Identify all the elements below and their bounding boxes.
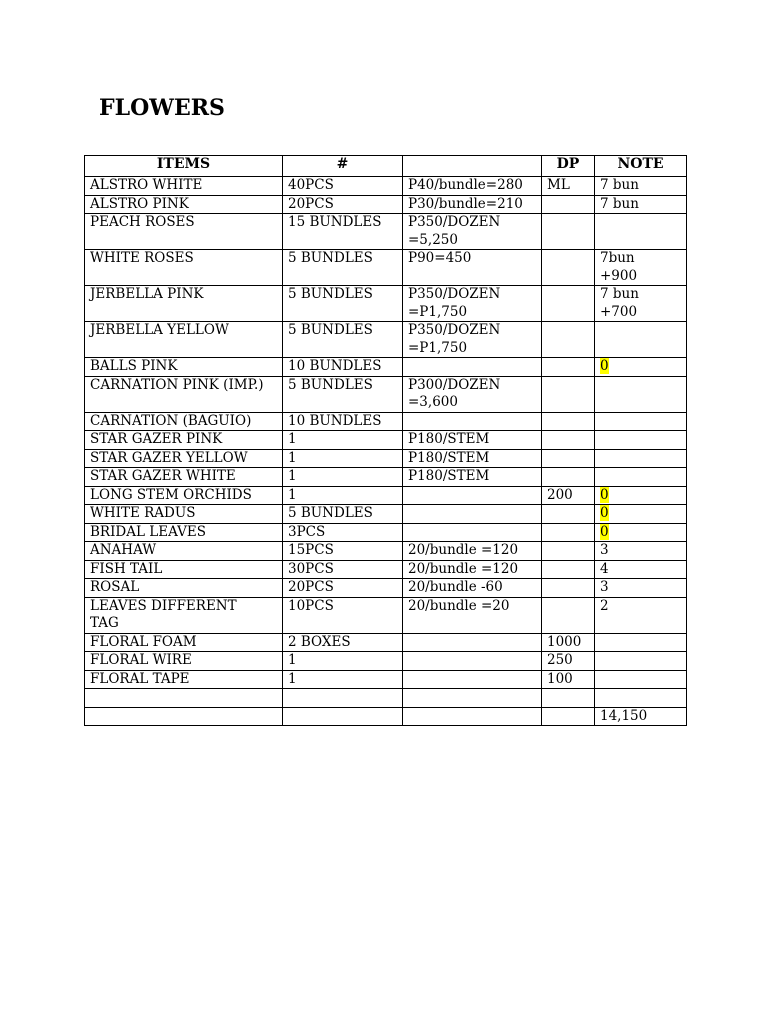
cell-dp xyxy=(542,652,595,671)
cell-quantity xyxy=(283,633,403,652)
cell-item xyxy=(85,431,283,450)
table-row xyxy=(85,523,687,542)
cell-quantity xyxy=(283,597,403,633)
cell-dp xyxy=(542,597,595,633)
cell-note xyxy=(595,431,687,450)
cell-quantity-text: 1 xyxy=(288,486,297,503)
cell-dp xyxy=(542,449,595,468)
cell-price-text: P40/bundle=280 xyxy=(408,177,523,193)
cell-price xyxy=(403,579,542,598)
cell-price xyxy=(403,214,542,250)
cell-quantity-text: 5 BUNDLES xyxy=(288,250,373,266)
cell-note xyxy=(595,689,687,708)
table-body xyxy=(85,177,687,726)
cell-quantity xyxy=(283,431,403,450)
cell-item xyxy=(85,412,283,431)
cell-dp xyxy=(542,195,595,214)
cell-quantity-text: 20PCS xyxy=(288,579,334,595)
cell-item xyxy=(85,177,283,196)
cell-note-text: 14,150 xyxy=(600,707,648,724)
table-row xyxy=(85,652,687,671)
cell-price xyxy=(403,468,542,487)
cell-quantity-text: 5 BUNDLES xyxy=(288,376,373,393)
cell-quantity xyxy=(283,412,403,431)
header-note: NOTE xyxy=(595,156,687,177)
cell-dp xyxy=(542,412,595,431)
cell-item xyxy=(85,560,283,579)
cell-note xyxy=(595,358,687,377)
table-row xyxy=(85,431,687,450)
cell-note xyxy=(595,560,687,579)
table-row xyxy=(85,412,687,431)
flowers-table xyxy=(84,155,687,726)
cell-quantity-text: 2 BOXES xyxy=(288,633,351,650)
cell-price xyxy=(403,542,542,561)
cell-item-text: ALSTRO WHITE xyxy=(90,177,203,193)
cell-note-text: 0 xyxy=(600,505,609,521)
cell-quantity-text: 5 BUNDLES xyxy=(288,286,373,302)
table-row xyxy=(85,579,687,598)
cell-dp-text: 200 xyxy=(547,486,573,503)
cell-price-text: P180/STEM xyxy=(408,449,490,466)
cell-item xyxy=(85,322,283,358)
cell-quantity xyxy=(283,523,403,542)
cell-dp xyxy=(542,689,595,708)
cell-quantity xyxy=(283,250,403,286)
table-row xyxy=(85,449,687,468)
cell-item-text: CARNATION (BAGUIO) xyxy=(90,412,252,429)
cell-item xyxy=(85,376,283,412)
cell-note-text: 0 xyxy=(600,523,609,540)
header-dp: DP xyxy=(542,156,595,177)
table-row xyxy=(85,486,687,505)
cell-item xyxy=(85,214,283,250)
cell-dp xyxy=(542,560,595,579)
cell-quantity-text: 1 xyxy=(288,468,297,484)
cell-price xyxy=(403,689,542,708)
cell-price xyxy=(403,505,542,524)
cell-quantity xyxy=(283,505,403,524)
cell-item xyxy=(85,689,283,708)
cell-note xyxy=(595,579,687,598)
cell-quantity-text: 15 BUNDLES xyxy=(288,214,382,230)
cell-quantity xyxy=(283,195,403,214)
table-row xyxy=(85,505,687,524)
cell-item-text: FISH TAIL xyxy=(90,560,163,577)
cell-note xyxy=(595,486,687,505)
cell-quantity xyxy=(283,449,403,468)
cell-quantity-text: 40PCS xyxy=(288,177,334,193)
cell-note xyxy=(595,468,687,487)
cell-quantity xyxy=(283,689,403,708)
cell-price xyxy=(403,431,542,450)
cell-dp xyxy=(542,322,595,358)
cell-dp xyxy=(542,542,595,561)
cell-quantity xyxy=(283,286,403,322)
cell-item xyxy=(85,523,283,542)
cell-quantity-text: 10PCS xyxy=(288,597,334,614)
cell-item-text: STAR GAZER YELLOW xyxy=(90,449,248,466)
cell-price xyxy=(403,286,542,322)
cell-item-text: WHITE ROSES xyxy=(90,250,194,266)
cell-item-text: LONG STEM ORCHIDS xyxy=(90,486,252,503)
cell-item xyxy=(85,633,283,652)
cell-dp-text: 1000 xyxy=(547,633,582,650)
cell-item xyxy=(85,542,283,561)
cell-note xyxy=(595,633,687,652)
cell-quantity xyxy=(283,358,403,377)
cell-price-text: P350/DOZEN =P1,750 xyxy=(408,286,501,320)
cell-note-text: 4 xyxy=(600,560,609,577)
cell-price xyxy=(403,670,542,689)
cell-quantity-text: 5 BUNDLES xyxy=(288,322,373,338)
cell-note-text: 7bun +900 xyxy=(600,250,638,284)
cell-item-text: BALLS PINK xyxy=(90,358,178,374)
cell-dp xyxy=(542,579,595,598)
cell-dp xyxy=(542,177,595,196)
cell-note xyxy=(595,707,687,726)
cell-quantity-text: 30PCS xyxy=(288,560,334,577)
cell-dp-text: 100 xyxy=(547,670,573,687)
table-row xyxy=(85,689,687,708)
cell-dp-text: 250 xyxy=(547,652,573,668)
table-row xyxy=(85,468,687,487)
cell-item xyxy=(85,579,283,598)
cell-quantity-text: 1 xyxy=(288,431,297,447)
cell-price-text: P350/DOZEN =5,250 xyxy=(408,214,501,248)
cell-dp xyxy=(542,214,595,250)
cell-item-text: STAR GAZER PINK xyxy=(90,431,223,447)
cell-dp xyxy=(542,358,595,377)
cell-item-text: FLORAL WIRE xyxy=(90,652,192,668)
header-items: ITEMS xyxy=(85,156,283,177)
cell-quantity-text: 3PCS xyxy=(288,523,326,540)
cell-dp xyxy=(542,286,595,322)
cell-note-text: 0 xyxy=(600,358,609,374)
cell-note xyxy=(595,322,687,358)
table-row xyxy=(85,542,687,561)
cell-item xyxy=(85,597,283,633)
cell-quantity xyxy=(283,652,403,671)
cell-item xyxy=(85,670,283,689)
cell-quantity-text: 15PCS xyxy=(288,542,334,558)
table-row xyxy=(85,358,687,377)
cell-quantity-text: 20PCS xyxy=(288,195,334,212)
cell-quantity xyxy=(283,670,403,689)
table-row xyxy=(85,177,687,196)
cell-dp-text: ML xyxy=(547,177,570,193)
cell-item xyxy=(85,505,283,524)
cell-note-text: 7 bun xyxy=(600,177,639,193)
cell-note xyxy=(595,670,687,689)
cell-price-text: P350/DOZEN =P1,750 xyxy=(408,322,501,356)
cell-item-text: CARNATION PINK (IMP.) xyxy=(90,376,264,393)
cell-item xyxy=(85,707,283,726)
cell-note-text: 3 xyxy=(600,542,609,558)
header-price xyxy=(403,156,542,177)
cell-price-text: P30/bundle=210 xyxy=(408,195,523,212)
cell-price xyxy=(403,177,542,196)
cell-price xyxy=(403,250,542,286)
table-row xyxy=(85,633,687,652)
cell-dp xyxy=(542,250,595,286)
cell-dp xyxy=(542,523,595,542)
cell-price xyxy=(403,486,542,505)
cell-item-text: FLORAL TAPE xyxy=(90,670,190,687)
cell-quantity xyxy=(283,468,403,487)
cell-price-text: P180/STEM xyxy=(408,468,490,484)
table-header-row xyxy=(85,156,687,177)
cell-item xyxy=(85,195,283,214)
cell-item-text: ANAHAW xyxy=(90,542,157,558)
cell-quantity xyxy=(283,486,403,505)
cell-dp xyxy=(542,707,595,726)
cell-item xyxy=(85,358,283,377)
cell-item-text: ALSTRO PINK xyxy=(90,195,189,212)
cell-quantity-text: 10 BUNDLES xyxy=(288,412,382,429)
cell-price xyxy=(403,523,542,542)
cell-dp xyxy=(542,468,595,487)
cell-item xyxy=(85,486,283,505)
cell-quantity xyxy=(283,177,403,196)
cell-note xyxy=(595,214,687,250)
cell-note xyxy=(595,597,687,633)
cell-price xyxy=(403,597,542,633)
cell-quantity-text: 1 xyxy=(288,652,297,668)
table-row xyxy=(85,376,687,412)
cell-item-text: ROSAL xyxy=(90,579,140,595)
cell-note xyxy=(595,523,687,542)
cell-quantity xyxy=(283,560,403,579)
table-row xyxy=(85,670,687,689)
table-row xyxy=(85,250,687,286)
table-row xyxy=(85,322,687,358)
cell-item xyxy=(85,468,283,487)
table-row xyxy=(85,214,687,250)
cell-dp xyxy=(542,486,595,505)
table-row xyxy=(85,707,687,726)
cell-price-text: P300/DOZEN =3,600 xyxy=(408,376,501,410)
table-row xyxy=(85,286,687,322)
cell-dp xyxy=(542,633,595,652)
cell-note xyxy=(595,449,687,468)
cell-note-text: 3 xyxy=(600,579,609,595)
cell-price xyxy=(403,412,542,431)
cell-item-text: WHITE RADUS xyxy=(90,505,196,521)
cell-price xyxy=(403,322,542,358)
cell-dp xyxy=(542,670,595,689)
cell-price xyxy=(403,633,542,652)
cell-item-text: FLORAL FOAM xyxy=(90,633,197,650)
page-title: FLOWERS xyxy=(99,95,225,121)
cell-quantity xyxy=(283,707,403,726)
table-row xyxy=(85,597,687,633)
cell-price-text: 20/bundle =20 xyxy=(408,597,510,614)
cell-note xyxy=(595,286,687,322)
cell-item xyxy=(85,449,283,468)
cell-item-text: BRIDAL LEAVES xyxy=(90,523,206,540)
cell-item xyxy=(85,286,283,322)
cell-item-text: PEACH ROSES xyxy=(90,214,195,230)
cell-note xyxy=(595,195,687,214)
cell-price-text: P180/STEM xyxy=(408,431,490,447)
cell-quantity xyxy=(283,542,403,561)
cell-quantity xyxy=(283,322,403,358)
cell-price xyxy=(403,707,542,726)
cell-note-text: 7 bun xyxy=(600,195,639,212)
cell-price xyxy=(403,652,542,671)
cell-note xyxy=(595,177,687,196)
cell-quantity-text: 1 xyxy=(288,670,297,687)
cell-dp xyxy=(542,431,595,450)
cell-item-text: LEAVES DIFFERENT TAG xyxy=(90,597,237,631)
cell-note xyxy=(595,505,687,524)
cell-note xyxy=(595,376,687,412)
header-quantity: # xyxy=(283,156,403,177)
cell-quantity xyxy=(283,214,403,250)
cell-price-text: 20/bundle =120 xyxy=(408,542,519,558)
cell-price-text: 20/bundle -60 xyxy=(408,579,503,595)
cell-price-text: P90=450 xyxy=(408,250,472,266)
cell-note xyxy=(595,412,687,431)
cell-dp xyxy=(542,376,595,412)
cell-dp xyxy=(542,505,595,524)
cell-note xyxy=(595,542,687,561)
cell-note-text: 0 xyxy=(600,486,609,503)
cell-quantity-text: 10 BUNDLES xyxy=(288,358,382,374)
cell-item-text: STAR GAZER WHITE xyxy=(90,468,236,484)
cell-item xyxy=(85,652,283,671)
cell-price xyxy=(403,560,542,579)
cell-note xyxy=(595,652,687,671)
cell-quantity-text: 5 BUNDLES xyxy=(288,505,373,521)
cell-price xyxy=(403,449,542,468)
cell-note xyxy=(595,250,687,286)
cell-price xyxy=(403,195,542,214)
cell-item xyxy=(85,250,283,286)
cell-price xyxy=(403,358,542,377)
cell-item-text: JERBELLA PINK xyxy=(90,286,204,302)
cell-item-text: JERBELLA YELLOW xyxy=(90,322,229,338)
table-row xyxy=(85,560,687,579)
cell-note-text: 7 bun +700 xyxy=(600,286,639,320)
cell-quantity xyxy=(283,376,403,412)
cell-price xyxy=(403,376,542,412)
cell-price-text: 20/bundle =120 xyxy=(408,560,519,577)
cell-quantity-text: 1 xyxy=(288,449,297,466)
table-row xyxy=(85,195,687,214)
cell-quantity xyxy=(283,579,403,598)
cell-note-text: 2 xyxy=(600,597,609,614)
